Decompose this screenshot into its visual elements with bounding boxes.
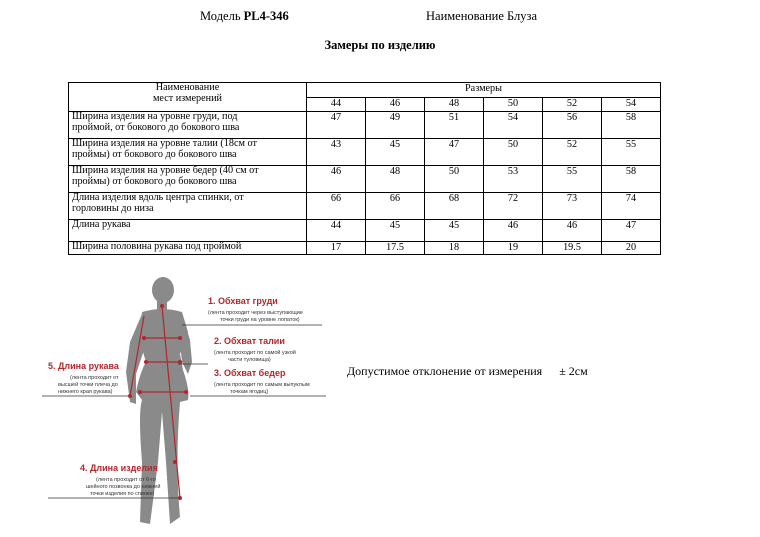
name-label: Наименование (426, 9, 504, 23)
row-label-line1: Ширина половина рукава под проймой (72, 241, 242, 252)
size-col-header: 48 (425, 98, 484, 112)
table-cell: 68 (425, 193, 484, 220)
row-label-line1: Ширина изделия на уровне груди, под (72, 111, 238, 122)
callout-5-note1: (лента проходит от (70, 375, 119, 381)
row-label-line2: проймы) от бокового до бокового шва (72, 148, 237, 160)
callout-3-note2: точкам ягодиц) (230, 389, 269, 395)
tolerance-note (347, 364, 588, 379)
table-cell: 74 (602, 193, 661, 220)
table-cell: 47 (425, 139, 484, 166)
model-value: PL4-346 (243, 9, 289, 23)
row-label-line1: Длина рукава (72, 219, 131, 230)
table-cell: 51 (425, 112, 484, 139)
table-cell: 66 (366, 193, 425, 220)
table-cell: 56 (543, 112, 602, 139)
table-cell: 72 (484, 193, 543, 220)
table-cell: 47 (307, 112, 366, 139)
callout-2-note1: (лента проходит по самой узкой (214, 350, 296, 356)
measure-header-line1: Наименование (155, 82, 220, 93)
table-cell: 58 (602, 112, 661, 139)
table-cell: 20 (602, 242, 661, 255)
table-cell: 73 (543, 193, 602, 220)
callout-5-title: 5. Длина рукава (48, 361, 119, 371)
callout-2-title: 2. Обхват талии (214, 336, 285, 346)
callout-4-note3: точки изделия по спинке) (90, 491, 155, 497)
measure-header (69, 83, 307, 112)
row-label-line1: Ширина изделия на уровне бедер (40 см от (72, 165, 259, 176)
row-label-line2: проймой, от бокового до бокового шва (72, 121, 240, 133)
table-cell: 46 (307, 166, 366, 193)
table-cell: 66 (307, 193, 366, 220)
table-cell: 17.5 (366, 242, 425, 255)
page-subtitle: Замеры по изделию (324, 38, 436, 52)
table-cell: 18 (425, 242, 484, 255)
table-cell: 58 (602, 166, 661, 193)
silhouette-diagram (30, 262, 350, 532)
table-cell: 46 (484, 220, 543, 242)
table-cell: 50 (484, 139, 543, 166)
table-cell: 19.5 (543, 242, 602, 255)
table-cell: 43 (307, 139, 366, 166)
row-label-line2: проймы) от бокового до бокового шва (72, 175, 237, 187)
measure-header-line2: мест измерений (152, 92, 222, 104)
table-row (69, 242, 661, 255)
table-row (69, 220, 661, 242)
callout-5-note2: высшей точки плеча до (58, 382, 118, 388)
table-row (69, 112, 661, 139)
callout-1-title: 1. Обхват груди (208, 296, 278, 306)
table-cell: 46 (543, 220, 602, 242)
table-cell: 49 (366, 112, 425, 139)
name-header (426, 9, 537, 24)
size-col-header: 44 (307, 98, 366, 112)
callout-3-note1: (лента проходит по самым выпуклым (214, 382, 310, 388)
table-cell: 19 (484, 242, 543, 255)
table-cell: 47 (602, 220, 661, 242)
measurements-table (68, 82, 661, 255)
callout-4-title: 4. Длина изделия (80, 463, 158, 473)
size-col-header: 50 (484, 98, 543, 112)
row-label-line2: горловины до низа (72, 202, 154, 214)
callout-1-note2: точки груди на уровне лопаток) (220, 317, 300, 323)
callout-3-title: 3. Обхват бедер (214, 368, 286, 378)
tolerance-value: ± 2см (559, 364, 588, 378)
table-row (69, 139, 661, 166)
measurement-figure (30, 262, 350, 532)
size-col-header: 46 (366, 98, 425, 112)
size-col-header: 54 (602, 98, 661, 112)
table-cell: 52 (543, 139, 602, 166)
row-label (69, 220, 307, 242)
row-label (69, 193, 307, 220)
table-cell: 55 (602, 139, 661, 166)
tolerance-text: Допустимое отклонение от измерения (347, 364, 543, 378)
callout-4-note2: шейного позвонка до нижней (86, 484, 161, 490)
callout-5-note3: нижнего края рукава) (58, 389, 113, 395)
size-col-header: 52 (543, 98, 602, 112)
sizes-header: Размеры (307, 83, 661, 98)
table-cell: 45 (366, 220, 425, 242)
callout-1-note1: (лента проходит через выступающие (208, 310, 303, 316)
callout-4-note1: (лента проходит от 6-го (96, 477, 156, 483)
callout-2-note2: части туловища) (228, 357, 271, 363)
row-label-line1: Длина изделия вдоль центра спинки, от (72, 192, 244, 203)
row-label (69, 112, 307, 139)
name-value: Блуза (507, 9, 537, 23)
table-row (69, 193, 661, 220)
table-cell: 54 (484, 112, 543, 139)
table-cell: 53 (484, 166, 543, 193)
table-cell: 48 (366, 166, 425, 193)
table-cell: 55 (543, 166, 602, 193)
table-cell: 45 (425, 220, 484, 242)
row-label-line1: Ширина изделия на уровне талии (18см от (72, 138, 257, 149)
model-label: Модель (200, 9, 241, 23)
row-label (69, 242, 307, 255)
table-cell: 45 (366, 139, 425, 166)
row-label (69, 139, 307, 166)
table-cell: 44 (307, 220, 366, 242)
table-cell: 50 (425, 166, 484, 193)
table-row (69, 166, 661, 193)
model-header (200, 9, 289, 24)
table-cell: 17 (307, 242, 366, 255)
row-label (69, 166, 307, 193)
